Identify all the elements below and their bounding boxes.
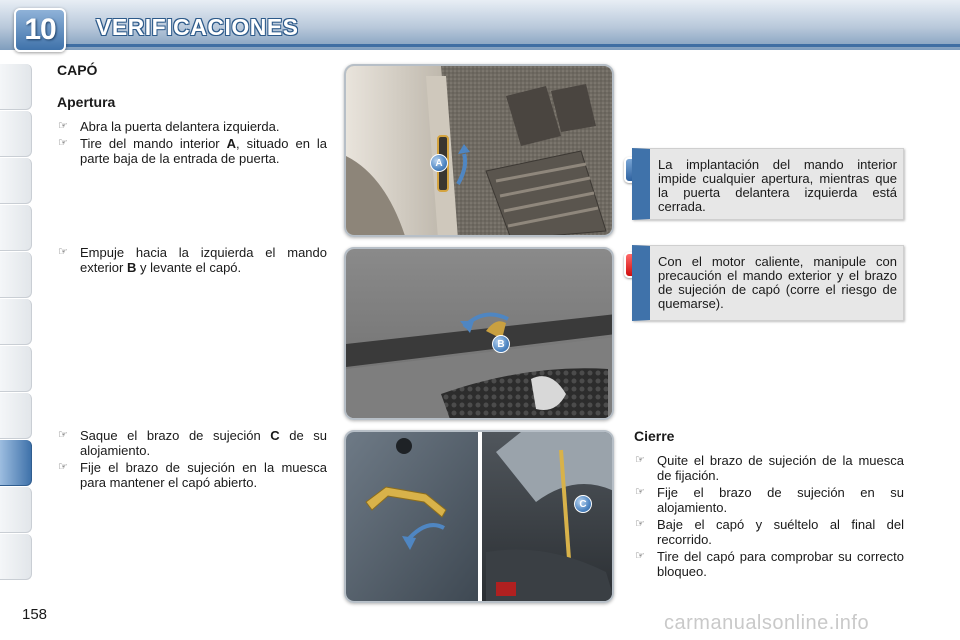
opening-title: Apertura bbox=[57, 94, 116, 110]
list-item: ☞ Baje el capó y suéltelo al final del recorrido. bbox=[634, 517, 904, 547]
list-item: ☞ Fije el brazo de sujeción en la muesca para mantener el capó abierto. bbox=[57, 460, 327, 490]
chapter-tab bbox=[14, 8, 66, 52]
side-tab[interactable] bbox=[0, 64, 32, 110]
chapter-side-tabs bbox=[0, 64, 34, 576]
chapter-number: 10 bbox=[24, 13, 56, 46]
list-item: ☞ Abra la puerta delantera izquierda. bbox=[57, 119, 327, 134]
label-key-b: B bbox=[126, 260, 137, 275]
support-rod-illustration bbox=[346, 432, 614, 603]
list-item: ☞ Fije el brazo de sujeción en su alojamiento. bbox=[634, 485, 904, 515]
list-item: ☞ Tire del mando interior A, situado en la parte baja de la entrada de puerta. bbox=[57, 136, 327, 166]
opening-steps-2 bbox=[57, 245, 327, 277]
side-tab[interactable] bbox=[0, 393, 32, 439]
figure-support-rod bbox=[344, 430, 614, 603]
side-tab[interactable] bbox=[0, 346, 32, 392]
label-key-c: C bbox=[270, 428, 280, 443]
side-tab[interactable] bbox=[0, 487, 32, 533]
closing-steps bbox=[634, 453, 904, 581]
side-tab[interactable] bbox=[0, 205, 32, 251]
closing-title: Cierre bbox=[634, 428, 675, 444]
label-key-a: A bbox=[226, 136, 236, 151]
page-number: 158 bbox=[22, 606, 48, 623]
figure-label-c: C bbox=[574, 495, 592, 513]
opening-steps-1 bbox=[57, 119, 327, 168]
side-tab[interactable] bbox=[0, 534, 32, 580]
warning-note bbox=[632, 245, 904, 321]
figure-label-a: A bbox=[430, 154, 448, 172]
figure-interior-lever bbox=[344, 64, 614, 237]
figure-label-b: B bbox=[492, 335, 510, 353]
list-item: ☞ Saque el brazo de sujeción C de su alojamiento. bbox=[57, 428, 327, 458]
exterior-lever-illustration bbox=[346, 249, 614, 420]
side-tab[interactable] bbox=[0, 158, 32, 204]
chapter-title: VERIFICACIONES bbox=[96, 14, 299, 40]
side-tab[interactable] bbox=[0, 111, 32, 157]
side-tab[interactable] bbox=[0, 252, 32, 298]
header-rule bbox=[60, 44, 960, 47]
list-item: ☞ Tire del capó para comprobar su correcto bloqueo. bbox=[634, 549, 904, 579]
section-title: CAPÓ bbox=[57, 62, 98, 78]
info-note-text: La implantación del mando interior impide cualquier apertura, mientras que la puerta delantera izquierda está cerrada. bbox=[658, 157, 897, 214]
side-tab[interactable] bbox=[0, 299, 32, 345]
info-note bbox=[632, 148, 904, 220]
watermark: carmanualsonline.info bbox=[664, 612, 870, 634]
opening-steps-3 bbox=[57, 428, 327, 492]
interior-lever-illustration bbox=[346, 66, 614, 237]
warning-note-text: Con el motor caliente, manipule con precaución el mando exterior y el brazo de sujeción de capó (corre el riesgo de quemarse). bbox=[658, 254, 897, 311]
figure-exterior-lever bbox=[344, 247, 614, 420]
list-item: ☞ Empuje hacia la izquierda el mando exterior B y levante el capó. bbox=[57, 245, 327, 275]
list-item: ☞ Quite el brazo de sujeción de la muesca de fijación. bbox=[634, 453, 904, 483]
side-tab-active[interactable] bbox=[0, 440, 32, 486]
